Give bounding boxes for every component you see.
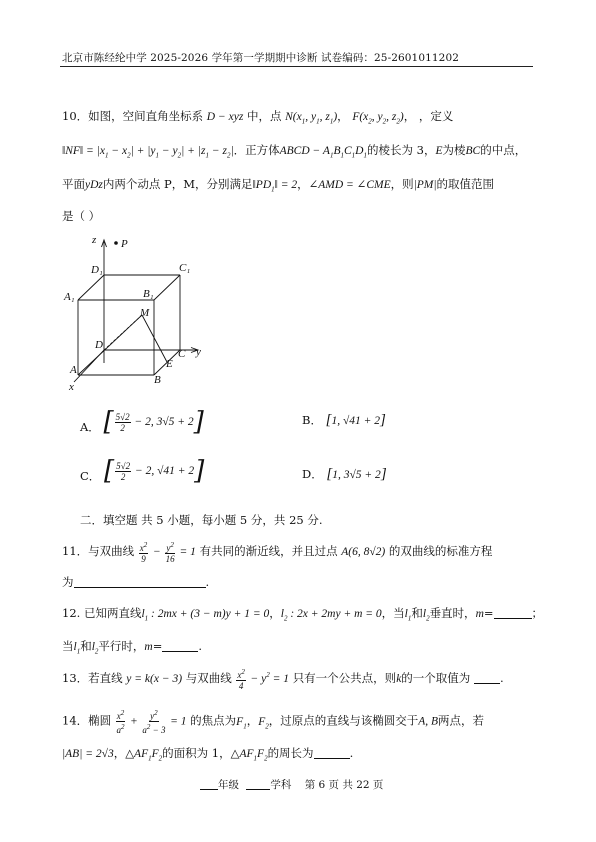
- math-line-y: y = k(x − 3): [126, 673, 183, 685]
- q12-text: 平行时，: [98, 639, 145, 653]
- math-point-A: A(6, 8√2): [341, 546, 386, 558]
- math-BC: BC: [465, 145, 481, 157]
- option-C-math: [ $\frac{5√2}{2}$ − 2, √41 + 2 ]: [103, 456, 205, 486]
- q14-line1: 14．椭圆 $\frac{x^2}{a^2}$ + $\frac{y^2}{a^2 - 3}$ = 1 的焦点为$F_1$，$F_2$，过原点的直线与该椭圆交于A, B两点，若: [62, 709, 485, 735]
- label-E: E: [166, 358, 173, 370]
- option-B[interactable]: [302, 412, 386, 429]
- q12-text: 垂直时，: [429, 606, 476, 620]
- label-y: y: [196, 346, 201, 358]
- q10-text: 中，点: [246, 109, 282, 123]
- q12-text: .: [198, 639, 203, 653]
- option-A-label: A．: [80, 420, 100, 434]
- label-A: A: [70, 364, 77, 376]
- q11-text: 的双曲线的标准方程: [388, 544, 493, 558]
- option-B-math: [1, √41 + 2]: [325, 412, 386, 428]
- q14-text: ，: [113, 746, 126, 760]
- q11-text: .: [205, 575, 210, 589]
- q10-text: ，: [337, 109, 349, 123]
- label-P: P: [121, 238, 128, 250]
- q14-text: ，过原点的直线与该椭圆交于: [268, 713, 419, 728]
- segment-ME: [142, 315, 167, 362]
- option-C[interactable]: [80, 457, 204, 485]
- q14-text: 的焦点为: [190, 713, 237, 728]
- q10-line3: [62, 176, 494, 197]
- math-l2: $l_2$ : 2x + 2my + m = 0: [280, 608, 382, 623]
- frac-x2-a2: $\frac{x^2}{a^2}$: [116, 709, 125, 735]
- frac-y2-16: $\frac{y^2}{16}$: [165, 541, 175, 564]
- edge-C1B1: [154, 275, 180, 300]
- q14-text: 14．椭圆: [62, 713, 112, 728]
- q13-text: 只有一个公共点，则: [292, 671, 397, 685]
- label-B: B: [154, 374, 161, 386]
- q14-answer-blank[interactable]: [314, 746, 350, 759]
- math-angle-equality: ∠AMD = ∠CME: [308, 179, 391, 191]
- math-cube-name: ABCD − $A_1B_1C_1D_1$: [279, 145, 367, 160]
- q12-text: ，: [269, 606, 281, 620]
- q10-text: ．正方体: [233, 143, 280, 157]
- q10-line1: [62, 108, 453, 129]
- frac-x2-9: $\frac{x^2}{9}$: [139, 541, 148, 564]
- q11-text: 有共同的渐近线，并且过点: [199, 544, 338, 558]
- q10-text: ，: [403, 109, 416, 123]
- cube-figure: [62, 230, 212, 395]
- math-AB-length: |AB| = 2√3: [62, 748, 114, 760]
- option-A-math: [ $\frac{5√2}{2}$ − 2, 3√5 + 2 ]: [103, 407, 204, 437]
- q10-text: ，定义: [418, 109, 454, 123]
- q14-text: ，: [246, 713, 259, 728]
- q12-text: 当: [62, 639, 74, 653]
- math-yDz: yDz: [85, 179, 103, 191]
- label-C1: C₁: [179, 262, 191, 274]
- label-x: x: [69, 381, 74, 393]
- edge-D1A1: [78, 275, 104, 300]
- label-D: D: [95, 339, 103, 351]
- q11-line2: [62, 574, 209, 590]
- q10-text: 的棱长为 3，: [366, 143, 436, 157]
- q10-text: 平面: [62, 177, 85, 191]
- q12-parallel-blank[interactable]: [162, 639, 198, 652]
- footer-subject-label: 学科: [270, 779, 292, 791]
- q10-text: 10．如图，空间直角坐标系: [62, 109, 204, 123]
- grade-blank[interactable]: [200, 777, 218, 790]
- math-norm-definition: ‖NF‖ = $|x_1 - x_2| + |y_1 - y_2| + |z_1 - z_2|$: [62, 145, 234, 160]
- q13-text: 13．若直线: [62, 671, 123, 685]
- section-title: 二．填空题 共 5 小题，每小题 5 分，共 25 分.: [80, 513, 323, 527]
- q13-line: 13．若直线 y = k(x − 3) 与双曲线 $\frac{x^2}{4}$ − $y^2 = 1$ 只有一个公共点，则k的一个取值为 .: [62, 668, 504, 691]
- q13-text: 的一个取值为: [401, 671, 471, 685]
- q14-line2: |AB| = 2√3，$\triangle AF_1F_2$的面积为 1，$\triangle AF_1F_2$的周长为 .: [62, 746, 354, 763]
- q10-line2: [62, 142, 526, 163]
- exam-header: 北京市陈经纶中学 2025-2026 学年第一学期期中诊断 试卷编码：25-2601011202: [62, 52, 460, 64]
- frac-y2-a2-3: $\frac{y^2}{a^2 - 3}$: [142, 709, 166, 735]
- q12-perpendicular-blank[interactable]: [494, 606, 532, 619]
- q12-text: 12. 已知两直线: [62, 606, 142, 620]
- q11-line1: 11．与双曲线 $\frac{x^2}{9}$ − $\frac{y^2}{16}$ = 1 有共同的渐近线，并且过点 A(6, 8√2) 的双曲线的标准方程: [62, 541, 493, 564]
- q10-text: 的中点，: [480, 143, 527, 157]
- q14-text: .: [349, 746, 354, 760]
- option-C-label: C．: [80, 469, 101, 483]
- q12-text: 和: [411, 606, 423, 620]
- segment-AM: [78, 315, 142, 375]
- option-D-label: D．: [302, 467, 323, 481]
- q10-text: ，则: [390, 177, 414, 191]
- q13-text: 与双曲线: [185, 671, 232, 685]
- q14-text: 两点，若: [438, 713, 485, 728]
- label-B1: B₁: [143, 288, 154, 300]
- q13-answer-blank[interactable]: [474, 671, 500, 684]
- math-l1: $l_1$ : 2mx + (3 − m)y + 1 = 0: [141, 608, 270, 623]
- q11-text: 11．与双曲线: [62, 544, 135, 558]
- math-abs-PM: |PM|: [413, 179, 437, 191]
- header-divider: [60, 66, 533, 67]
- option-D-math: [1, 3√5 + 2]: [326, 466, 387, 482]
- q12-text: 和: [80, 639, 92, 653]
- subject-blank[interactable]: [246, 777, 270, 790]
- label-A1: A₁: [64, 291, 75, 303]
- footer-grade-label: 年级: [218, 779, 239, 791]
- point-P: [114, 241, 118, 245]
- label-M: M: [140, 307, 150, 319]
- q11-answer-blank[interactable]: [74, 575, 206, 588]
- q12-line1: 12. 已知两直线$l_1$ : 2mx + (3 − m)y + 1 = 0，$l_2$ : 2x + 2my + m = 0，当$l_1$和$l_2$垂直时，m= ；: [62, 606, 544, 623]
- q12-text: ，当: [381, 606, 405, 620]
- q10-line4: 是（ ）: [62, 209, 101, 223]
- q10-text: 的取值范围: [436, 177, 495, 191]
- label-z: z: [92, 234, 97, 246]
- math-point-N: $N(x_1$, $y_1$, $z_1$): [285, 111, 338, 126]
- math-E: E: [435, 145, 443, 157]
- label-C: C: [178, 348, 186, 360]
- option-A[interactable]: [80, 408, 204, 436]
- math-norm-PD1: $‖PD_1‖ = 2$: [252, 179, 298, 194]
- q14-text: 的周长为: [267, 746, 314, 760]
- math-point-F: $F(x_2$, $y_2$, $z_2$): [352, 111, 404, 126]
- q13-text: .: [499, 671, 504, 685]
- option-B-label: B．: [302, 413, 322, 427]
- q10-text: 内两个动点 P，M，分别满足: [102, 177, 253, 191]
- q11-text: 为: [62, 575, 74, 589]
- label-D1: D₁: [91, 264, 103, 276]
- q14-text: 的面积为 1，: [162, 746, 231, 760]
- q10-text: ，: [297, 177, 309, 191]
- q10-text: 为棱: [442, 143, 466, 157]
- footer-page-number: 第 6 页 共 22 页: [304, 779, 384, 791]
- frac-x2-4: $\frac{x^2}{4}$: [237, 668, 245, 691]
- page-footer: [200, 777, 383, 792]
- q12-line2: 当$l_1$和$l_2$平行时，m= .: [62, 639, 203, 656]
- q12-text: ；: [531, 606, 544, 620]
- option-D[interactable]: [302, 466, 387, 483]
- math-D-xyz: D − xyz: [206, 111, 244, 123]
